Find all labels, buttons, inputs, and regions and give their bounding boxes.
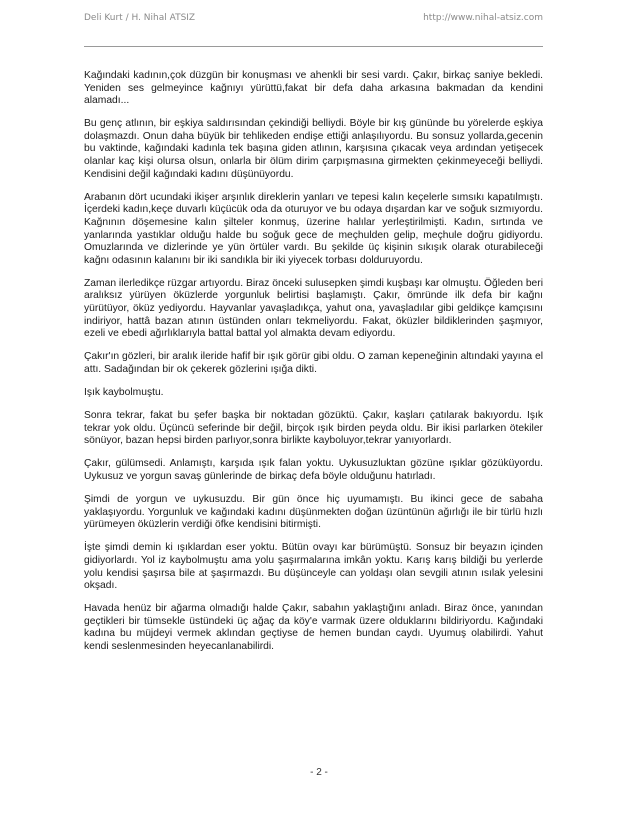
- header-website-url: http://www.nihal-atsiz.com: [423, 13, 543, 23]
- paragraph: Havada henüz bir ağarma olmadığı halde Çakır, sabahın yaklaştığını anladı. Biraz önce, yanından geçtikleri bir tümsekle üstündeki üç ağaç da köy'e varmak üzere olduklarını bildiriyordu. Kağındaki kadına bu müjdeyi vermek aklından geçtiyse de hemen bundan caydı. Uyumuş olabilirdi. Yahut kendi seslenmesinden heyecanlanabilirdi.: [84, 603, 543, 652]
- page-header: [84, 11, 543, 27]
- paragraph: Çakır'ın gözleri, bir aralık ileride hafif bir ışık görür gibi oldu. O zaman kepeneğinin altındaki yayına el attı. Sadağından bir ok çekerek gözlerini ışığa dikti.: [84, 351, 543, 375]
- body-text: [84, 70, 543, 664]
- paragraph: İşte şimdi demin ki ışıklardan eser yoktu. Bütün ovayı kar bürümüştü. Sonsuz bir beyazın içinden gidiyorlardı. Yol iz kaybolmuştu ama yolu şaşırmalarına imkân yoktu. Karış karış bildiği bu yerlerde yolu kendisi şaşırsa bile at şaşırmazdı. Bu düşünceyle can yoldaşı olan sevgili atının ısılak yelesini okşadı.: [84, 542, 543, 592]
- paragraph: Kağındaki kadının,çok düzgün bir konuşması ve ahenkli bir sesi vardı. Çakır, birkaç saniye bekledi. Yeniden ses gelmeyince kağnıyı yürüttü,fakat bir defa daha arkasına bakmadan da kendini alamadı...: [84, 70, 543, 107]
- paragraph: Işık kaybolmuştu.: [84, 386, 164, 398]
- paragraph: Zaman ilerledikçe rüzgar artıyordu. Biraz önceki sulusepken şimdi kuşbaşı kar olmuştu. Öğleden beri aralıksız yürüyen öküzlerde yorgunluk belirtisi başlamıştı. Çakır, ömründe ilk defa bir kağnı yürütüyor, öküz yediyordu. Hayvanlar yavaşladıkça, yahut ona, yavaşladılar gibi geldikçe kamçısını indiriyor, hattâ bazan atının üstünden onları tekmeliyordu. Fakat, öküzler bildiklerinden şaşmıyor, ezeli ve ebedi ağırlıklarıyla battal battal yol almakta devam ediyordu.: [84, 277, 543, 340]
- header-divider: [84, 46, 543, 47]
- paragraph: Çakır, gülümsedi. Anlamıştı, karşıda ışık falan yoktu. Uykusuzluktan gözüne ışıklar gözüküyordu. Uykusuz ve yorgun savaş günlerinde de birkaç defa böyle olduğunu hatırladı.: [84, 458, 543, 482]
- header-author-title: Deli Kurt / H. Nihal ATSIZ: [84, 13, 196, 23]
- paragraph: Arabanın dört ucundaki ikişer arşınlık direklerin yanları ve tepesi kalın keçelerle sımsıkı kapatılmıştı. İçerdeki kadın,keçe duvarlı küçücük oda da oturuyor ve bu odaya dışardan kar ve soğuk sızmıyordu. Kağnının döşemesine kalın şilteler konmuş, üzerine halılar yerleştirilmişti. Kadın, sırtında ve yanlarında yastıklar olduğu halde bu soğuk gece de meçhulden gelip, meçhule doğru gidiyordu. Omuzlarında ve dizlerinde ye yün örtüler vardı. Bu şekilde üç kişinin sıkışık olarak oturabileceği kağnı odasının kalanını bir iki sandıkla bir iki yiyecek torbası dolduruyordu.: [84, 191, 543, 266]
- paragraph: Sonra tekrar, fakat bu şefer başka bir noktadan gözüktü. Çakır, kaşları çatılarak bakıyordu. Işık tekrar yok oldu. Üçüncü seferinde bir değil, birçok ışık birden peyda oldu. Bir ikisi parlarken ötekiler sönüyor, bazan hepsi birden parlıyor,sonra birlikte kayboluyor,tekrar yanıyorlardı.: [84, 410, 543, 447]
- paragraph: Şimdi de yorgun ve uykusuzdu. Bir gün önce hiç uyumamıştı. Bu ikinci gece de sabaha yaklaşıyordu. Yorgunluk ve kağındaki kadını düşünmekten doğan üzüntünün ağırlığı ile bir türlü hızlı yürümeyen öküzlerin verdiği öfke kendisini bitirmişti.: [84, 494, 543, 531]
- page-number: - 2 -: [310, 767, 328, 778]
- paragraph: Bu genç atlının, bir eşkiya saldırısından çekindiği belliydi. Böyle bir kış gününde bu yörelerde eşkiya dolaşmazdı. Onun daha büyük bir tehlikeden endişe ettiği anlaşılıyordu. Bu sonsuz yollarda,gecenin bu vaktinde, kağındaki kadınla tek başına giden atlının, karşısına çıkacak veya ardından yetişecek olanlar kaç kişi olursa olsun, onlarla bir ölüm dirim çarpışmasına girmekten çekinmeyeceği belliydi. Kendisini değil kağındaki kadını düşünüyordu.: [84, 118, 543, 180]
